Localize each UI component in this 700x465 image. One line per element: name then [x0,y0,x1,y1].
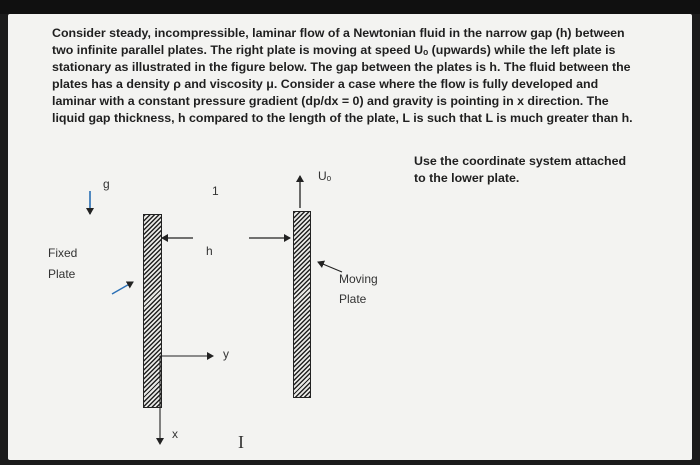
problem-text: and [363,94,393,108]
y-axis-label: y [223,347,229,361]
pressure-gradient-text: (dp/dx = 0) [301,94,364,108]
problem-text: laminar with a constant pressure gradient [52,94,302,108]
problem-text: plates has a [52,77,127,91]
velocity-label: Uₒ [318,169,332,183]
problem-text: liquid gap thickness, h compared to the length of the plate, L is such that L is much greater than h. [52,111,633,125]
x-axis-label: x [172,427,178,441]
gap-label: h [206,244,213,258]
document-page [8,14,692,460]
problem-text: stationary as illustrated in the figure below. The gap between the plates is h. The fluid between the [52,60,631,74]
one-label: 1 [212,184,219,198]
problem-text: . Consider a case where the flow is fully developed and [273,77,599,91]
moving-plate-label-2: Plate [339,292,367,306]
fixed-plate-label-1: Fixed [48,246,78,260]
note-line-1: Use the coordinate system attached [414,154,627,168]
cursor-mark: I [238,432,244,452]
density-viscosity-text: density ρ and viscosity μ [126,77,274,91]
fixed-plate-label-2: Plate [48,267,76,281]
top-bar [0,0,700,14]
problem-text: Consider steady, incompressible, laminar flow of a Newtonian fluid in the narrow gap (h) between [52,26,625,40]
moving-plate-label-1: Moving [339,272,378,286]
flow-diagram [8,14,692,460]
fixed-plate-pointer [112,282,133,294]
problem-text: . The [579,94,609,108]
note-line-2: to the lower plate. [414,171,520,185]
moving-plate-pointer [318,262,342,272]
gravity-label: g [103,177,110,191]
gravity-direction-text: gravity is pointing in x direction [392,94,580,108]
problem-text: two infinite parallel plates. The right plate is moving at speed Uₒ (upwards) while the left plate is [52,43,616,57]
